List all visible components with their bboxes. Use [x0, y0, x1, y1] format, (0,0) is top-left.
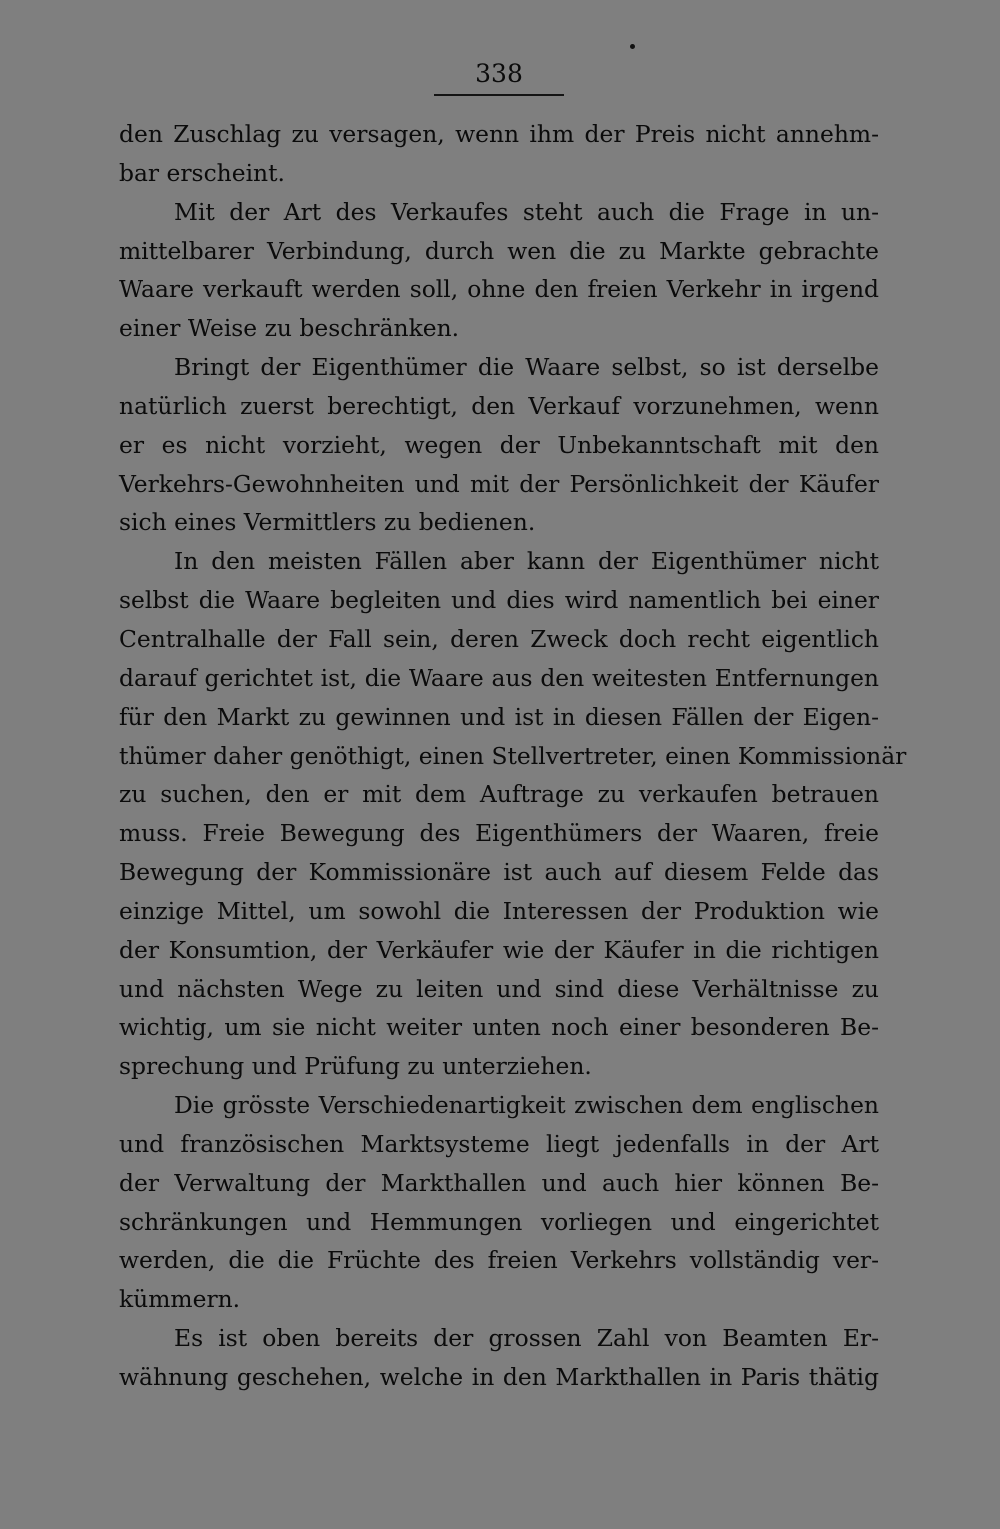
text-line: zu suchen, den er mit dem Auftrage zu verkaufen betrauen [119, 780, 879, 809]
text-line: Verkehrs-Gewohnheiten und mit der Persönlichkeit der Käufer [119, 469, 879, 498]
paragraph [119, 115, 879, 193]
text-line: einzige Mittel, um sowohl die Interessen der Produktion wie [119, 896, 879, 925]
text-line: In den meisten Fällen aber kann der Eigenthümer nicht [174, 547, 879, 576]
text-line: und nächsten Wege zu leiten und sind diese Verhältnisse zu [119, 974, 879, 1003]
text-line: Centralhalle der Fall sein, deren Zweck doch recht eigentlich [119, 624, 879, 653]
text-line: bar erscheint. [119, 158, 285, 187]
text-line: thümer daher genöthigt, einen Stellvertreter, einen Kommissionär [119, 741, 907, 770]
body-text [119, 115, 907, 1397]
text-line: mittelbarer Verbindung, durch wen die zu Markte gebrachte [119, 236, 879, 265]
text-line: werden, die die Früchte des freien Verkehrs vollständig ver- [119, 1246, 879, 1275]
text-line: und französischen Marktsysteme liegt jedenfalls in der Art [119, 1129, 879, 1158]
text-line: muss. Freie Bewegung des Eigenthümers der Waaren, freie [119, 819, 879, 848]
text-line: einer Weise zu beschränken. [119, 314, 460, 343]
text-line: kümmern. [119, 1285, 241, 1314]
text-line: Bringt der Eigenthümer die Waare selbst, so ist derselbe [174, 353, 879, 382]
text-line: der Konsumtion, der Verkäufer wie der Käufer in die richtigen [119, 935, 879, 964]
paragraph [119, 1319, 879, 1397]
paragraph [119, 542, 907, 1086]
text-line: wähnung geschehen, welche in den Markthallen in Paris thätig [119, 1363, 879, 1391]
paragraph [119, 1086, 879, 1319]
text-line: Es ist oben bereits der grossen Zahl von Beamten Er- [174, 1324, 879, 1353]
text-line: den Zuschlag zu versagen, wenn ihm der Preis nicht annehm- [119, 120, 879, 148]
text-line: er es nicht vorzieht, wegen der Unbekanntschaft mit den [119, 430, 879, 459]
text-line: Mit der Art des Verkaufes steht auch die Frage in un- [174, 197, 879, 226]
ink-speck [630, 44, 635, 49]
text-line: darauf gerichtet ist, die Waare aus den weitesten Entfernungen [119, 663, 879, 692]
text-line: selbst die Waare begleiten und dies wird namentlich bei einer [119, 586, 879, 615]
text-line: Waare verkauft werden soll, ohne den freien Verkehr in irgend [119, 275, 879, 304]
paragraph [119, 348, 879, 542]
text-line: Die grösste Verschiedenartigkeit zwischen dem englischen [174, 1091, 879, 1120]
text-line: sich eines Vermittlers zu bedienen. [119, 508, 536, 537]
text-line: wichtig, um sie nicht weiter unten noch einer besonderen Be- [119, 1013, 879, 1042]
text-line: natürlich zuerst berechtigt, den Verkauf vorzunehmen, wenn [119, 391, 879, 420]
page-number: 338 [475, 59, 523, 88]
paragraph [119, 193, 879, 348]
text-line: sprechung und Prüfung zu unterziehen. [119, 1052, 592, 1081]
text-line: für den Markt zu gewinnen und ist in diesen Fällen der Eigen- [119, 702, 879, 731]
text-line: Bewegung der Kommissionäre ist auch auf diesem Felde das [119, 858, 879, 887]
header-rule [434, 94, 564, 96]
text-line: schränkungen und Hemmungen vorliegen und eingerichtet [119, 1207, 879, 1236]
text-line: der Verwaltung der Markthallen und auch hier können Be- [119, 1168, 879, 1197]
